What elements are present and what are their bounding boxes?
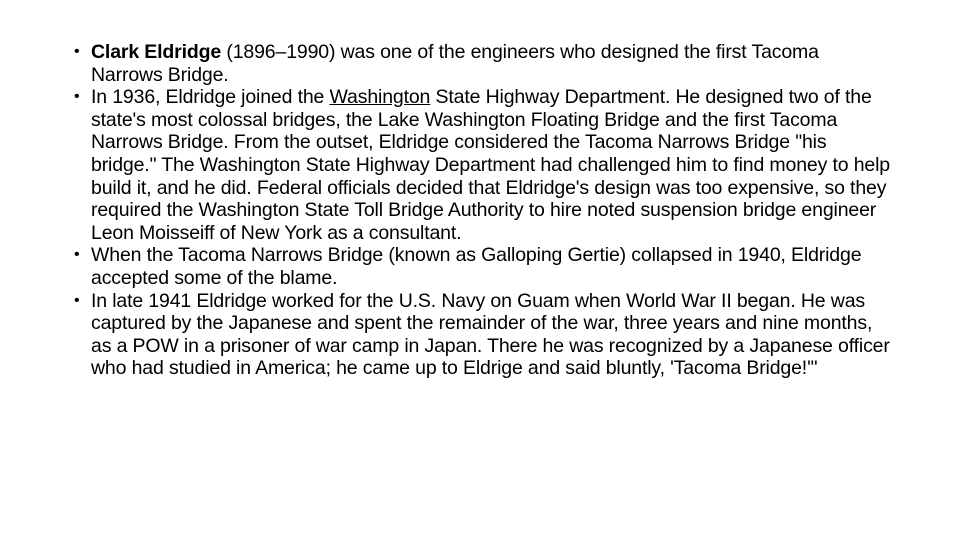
bullet-bold-name: Clark Eldridge	[91, 41, 222, 63]
bullet-text	[91, 86, 894, 244]
bullet-list	[74, 41, 894, 380]
bullet-text: When the Tacoma Narrows Bridge (known as Galloping Gertie) collapsed in 1940, Eldridge accepted some of the blame.	[91, 244, 862, 289]
bullet-icon: •	[74, 88, 80, 106]
bullet-icon: •	[74, 291, 80, 309]
bullet-text-post: State Highway Department. He designed two of the state's most colossal bridges, the Lake Washington Floating Bridge and the first Tacoma Narrows Bridge. From the outset, Eldridge considered the Tacoma Narrows Bridge "his bridge." The Washington State Highway Department had challenged him to find money to help build it, and he did. Federal officials decided that Eldridge's design was too expensive, so they required the Washington State Toll Bridge Authority to hire noted suspension bridge engineer Leon Moisseiff of New York as a consultant.	[91, 86, 890, 244]
bullet-text	[91, 41, 894, 86]
bullet-text-pre: In 1936, Eldridge joined the	[91, 86, 330, 109]
bullet-underlined-word: Washington	[329, 86, 431, 109]
bullet-text-rest: (1896–1990) was one of the engineers who designed the first Tacoma Narrows Bridge.	[91, 41, 819, 86]
bullet-icon: •	[74, 43, 80, 60]
bullet-text: In late 1941 Eldridge worked for the U.S. Navy on Guam when World War II began. He was captured by the Japanese and spent the remainder of the war, three years and nine months, as a POW in a prisoner of war camp in Japan. There he was recognized by a Japanese officer who had studied in America; he came up to Eldrige and said bluntly, 'Tacoma Bridge!'"	[91, 289, 890, 380]
bullet-icon: •	[74, 246, 80, 264]
bullet-item-navy-guam	[74, 290, 894, 380]
bullet-item-collapse	[74, 244, 894, 289]
bullet-item-eldridge-intro	[74, 41, 894, 86]
bullet-item-highway-department	[74, 86, 894, 244]
